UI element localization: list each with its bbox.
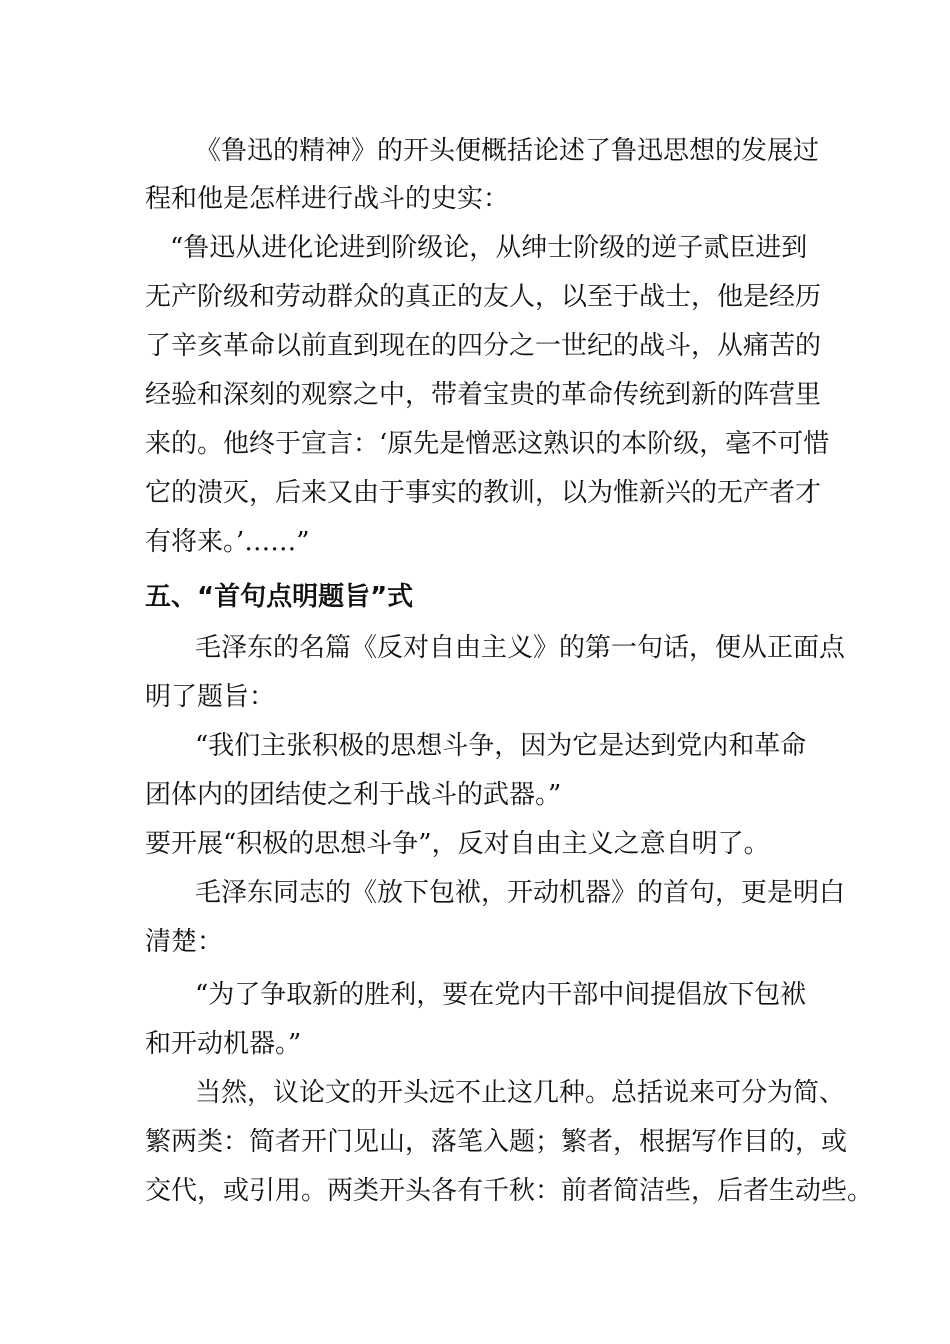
paragraph-line: 当然，议论文的开头远不止这几种。总括说来可分为简、 [195,1078,846,1108]
section-heading: 五、“首句点明题旨”式 [145,582,414,612]
quote-line: 团体内的团结使之利于战斗的武器。” [145,780,562,810]
quote-line: 无产阶级和劳动群众的真正的友人，以至于战士，他是经历 [145,282,822,312]
quote-line: 经验和深刻的观察之中，带着宝贵的革命传统到新的阵营里 [145,380,822,410]
quote-line: 了辛亥革命以前直到现在的四分之一世纪的战斗，从痛苦的 [145,331,822,361]
paragraph-line: 《鲁迅的精神》的开头便概括论述了鲁迅思想的发展过 [195,136,820,166]
quote-line: “为了争取新的胜利，要在党内干部中间提倡放下包袱 [195,980,807,1010]
paragraph-line: 要开展“积极的思想斗争”，反对自由主义之意自明了。 [145,829,770,859]
paragraph-line: 明了题旨： [145,682,276,712]
paragraph-line: 毛泽东的名篇《反对自由主义》的第一句话，便从正面点 [195,633,846,663]
quote-line: 和开动机器。” [145,1029,302,1059]
paragraph-line: 繁两类：简者开门见山，落笔入题；繁者，根据写作目的，或 [145,1127,848,1157]
quote-line: 它的溃灭，后来又由于事实的教训，以为惟新兴的无产者才 [145,478,822,508]
quote-line: 来的。他终于宣言：‘原先是憎恶这熟识的本阶级，毫不可惜 [145,429,830,459]
paragraph-line: 毛泽东同志的《放下包袱，开动机器》的首句，更是明白 [195,878,846,908]
quote-line: “我们主张积极的思想斗争，因为它是达到党内和革命 [195,731,807,761]
quote-line: 有将来。’……” [145,527,310,557]
paragraph-line: 交代，或引用。两类开头各有千秋：前者简洁些，后者生动些。 [145,1176,874,1206]
quote-line: “鲁迅从进化论进到阶级论，从绅士阶级的逆子贰臣进到 [170,233,808,263]
paragraph-line: 程和他是怎样进行战斗的史实： [145,184,510,214]
paragraph-line: 清楚： [145,927,224,957]
